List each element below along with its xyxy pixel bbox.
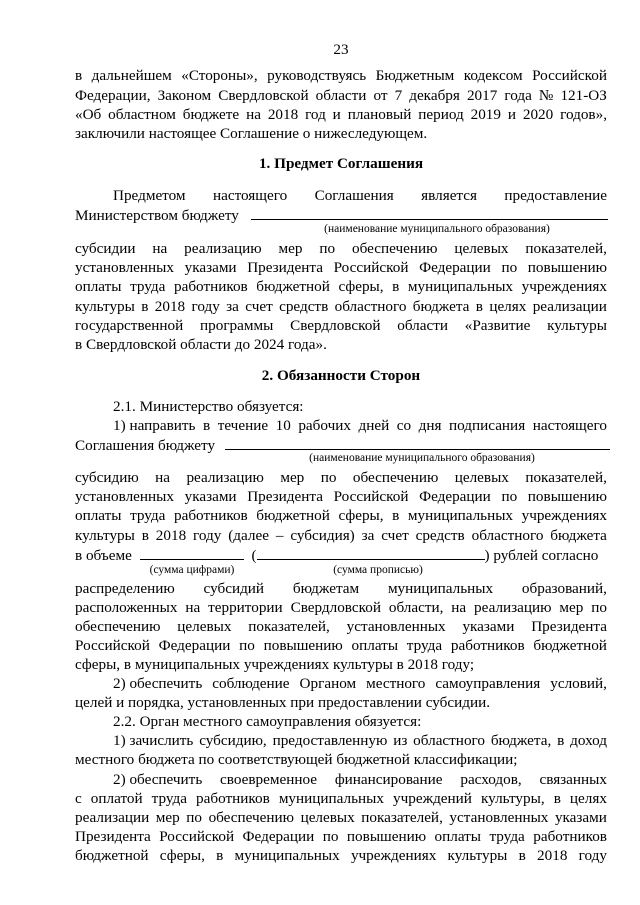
- word: показателей,: [525, 240, 607, 257]
- word: по: [186, 809, 203, 826]
- word: учреждениях: [521, 278, 607, 295]
- word: мер: [278, 240, 303, 257]
- word: указами: [184, 259, 237, 276]
- s1-line-6: [75, 297, 607, 317]
- s1-recipient-label: Министерством бюджету: [75, 207, 239, 224]
- word: установленных: [75, 488, 174, 505]
- p22-item2-line-1: [113, 770, 607, 790]
- open-paren: (: [251, 547, 257, 564]
- word: в: [216, 847, 224, 864]
- p21-item2-line-2: целей и порядка, установленных при предоставлении субсидии.: [75, 694, 491, 711]
- word: целевых: [454, 240, 509, 257]
- word: работников: [450, 637, 525, 654]
- word: областного: [413, 732, 485, 749]
- word: культуры: [75, 298, 135, 315]
- word: указами: [462, 618, 515, 635]
- word: области: [315, 87, 367, 104]
- word: повышению: [527, 259, 607, 276]
- word: субсидия): [290, 527, 355, 544]
- word: 1) направить: [113, 417, 196, 434]
- p21-item1-line-8: [75, 579, 607, 599]
- word: субсидию: [75, 469, 139, 486]
- word: на: [152, 240, 168, 257]
- word: и: [507, 106, 516, 123]
- word: рабочих: [298, 417, 351, 434]
- word: труда: [406, 637, 443, 654]
- word: культуры,: [480, 790, 545, 807]
- s1-line-1: [113, 186, 607, 206]
- word: предоставление: [504, 187, 607, 204]
- word: реализацию: [186, 469, 264, 486]
- word: области,: [388, 599, 444, 616]
- word: году: [578, 847, 607, 864]
- p21-blank-hint: (наименование муниципального образования): [309, 452, 535, 464]
- word: связанных: [539, 771, 607, 788]
- word: целевых: [454, 469, 509, 486]
- intro-line-2: [75, 86, 607, 106]
- word: на: [246, 106, 261, 123]
- word: на: [185, 599, 201, 616]
- word: целевых: [300, 809, 355, 826]
- word: 2018: [267, 106, 299, 123]
- word: Свердловской: [218, 87, 309, 104]
- word: на: [155, 469, 171, 486]
- word: оплатой: [90, 790, 143, 807]
- word: областном: [108, 106, 176, 123]
- word: из: [393, 732, 408, 749]
- s1-blank-hint: (наименование муниципального образования): [324, 223, 550, 235]
- word: Соглашения: [314, 187, 394, 204]
- word: бюджетной: [256, 278, 330, 295]
- word: оплаты: [434, 828, 482, 845]
- hint-amount-digits: (сумма цифрами): [149, 564, 235, 576]
- word: расходов,: [460, 771, 522, 788]
- word: 2) обеспечить: [113, 771, 203, 788]
- word: с: [75, 790, 82, 807]
- word: 2018: [155, 527, 187, 544]
- word: Российской: [532, 67, 607, 84]
- intro-line-3: [75, 105, 607, 125]
- word: распределению: [75, 580, 175, 597]
- s1-line-8: в Свердловской области до 2024 года».: [75, 336, 327, 353]
- word: дней: [358, 417, 390, 434]
- word: №: [538, 87, 554, 104]
- word: мер: [155, 809, 180, 826]
- municipality-name-blank-2[interactable]: [225, 435, 610, 450]
- word: мер: [280, 469, 305, 486]
- p21-item1-line-11: [75, 636, 607, 656]
- word: целях: [489, 298, 527, 315]
- word: областного: [471, 527, 544, 544]
- word: показателей,: [525, 469, 607, 486]
- word: целях: [569, 790, 607, 807]
- word: труда: [130, 278, 166, 295]
- word: 10: [275, 417, 291, 434]
- word: повышению: [263, 637, 343, 654]
- word: 2019: [470, 106, 501, 123]
- s1-line-7: [75, 316, 607, 336]
- word: Президента: [531, 618, 607, 635]
- word: Законом: [157, 87, 212, 104]
- word: бюджетной: [256, 507, 330, 524]
- word: повышению: [346, 828, 427, 845]
- word: показателей,: [361, 809, 443, 826]
- word: 1) зачислить: [113, 732, 194, 749]
- word: 2018: [154, 298, 186, 315]
- word: соблюдение: [212, 675, 290, 692]
- word: Президента: [247, 488, 323, 505]
- word: средств: [415, 527, 465, 544]
- p21-item1-line-6: [75, 526, 607, 546]
- word: бюджетной: [533, 637, 607, 654]
- word: реализации: [75, 809, 150, 826]
- p22-item2-line-4: [75, 827, 607, 847]
- word: Президента: [75, 828, 151, 845]
- word: Федерации: [419, 488, 491, 505]
- word: обеспечению: [208, 809, 295, 826]
- word: субсидию,: [199, 732, 267, 749]
- word: Свердловской: [290, 599, 381, 616]
- word: труда: [489, 828, 525, 845]
- word: Федерации,: [75, 87, 151, 104]
- word: местного: [366, 675, 426, 692]
- word: бюджета,: [490, 732, 552, 749]
- p21-item1-line-9: [75, 598, 607, 618]
- word: государственной: [75, 317, 184, 334]
- word: целевых: [177, 618, 232, 635]
- word: средств: [279, 298, 329, 315]
- word: установленных: [449, 809, 549, 826]
- p22-item1-line-2: местного бюджета по соответствующей бюджетной классификации;: [75, 751, 518, 768]
- word: территории: [208, 599, 283, 616]
- word: обеспечению: [351, 240, 438, 257]
- word: 2018: [537, 847, 568, 864]
- word: руководствуясь: [267, 67, 367, 84]
- word: в: [202, 417, 211, 434]
- word: указами: [554, 809, 607, 826]
- word: обеспечению: [352, 469, 439, 486]
- intro-line-4: заключили настоящее Соглашение о нижеследующем.: [75, 125, 428, 142]
- word: установленных: [75, 259, 174, 276]
- word: обеспечению: [75, 618, 161, 635]
- word: культуры: [447, 847, 508, 864]
- word: труда: [130, 507, 166, 524]
- word: программы: [200, 317, 274, 334]
- section-1-heading: 1. Предмет Соглашения: [258, 155, 424, 172]
- word: условий,: [550, 675, 607, 692]
- word: реализацию: [474, 599, 552, 616]
- word: Российской: [333, 488, 409, 505]
- word: году: [191, 298, 220, 315]
- municipality-name-blank[interactable]: [251, 205, 608, 220]
- word: в: [475, 298, 483, 315]
- word: работников: [173, 278, 248, 295]
- word: 7: [394, 87, 403, 104]
- word: реализации: [532, 298, 607, 315]
- word: доход: [570, 732, 607, 749]
- s1-line-4: [75, 258, 607, 278]
- word: субсидий: [203, 580, 265, 597]
- word: работников: [196, 790, 270, 807]
- word: году: [193, 527, 222, 544]
- word: финансирование: [334, 771, 443, 788]
- word: образований,: [521, 580, 607, 597]
- word: в: [557, 732, 565, 749]
- word: субсидии: [75, 240, 136, 257]
- word: подписания: [449, 417, 526, 434]
- amount-digits-blank[interactable]: [140, 545, 244, 560]
- word: от: [373, 87, 388, 104]
- word: указами: [184, 488, 237, 505]
- word: по: [591, 599, 607, 616]
- word: муниципальных: [278, 790, 384, 807]
- s1-line-5: [75, 277, 607, 297]
- word: предоставленную: [272, 732, 388, 749]
- word: учреждений: [393, 790, 472, 807]
- p22-item2-line-2: [75, 789, 607, 809]
- word: года: [504, 87, 532, 104]
- word: на: [451, 599, 467, 616]
- word: культуры: [547, 317, 607, 334]
- word: плановый: [347, 106, 412, 123]
- word: оплаты: [351, 637, 399, 654]
- word: установленных: [346, 618, 446, 635]
- word: течение: [217, 417, 269, 434]
- word: в: [518, 847, 526, 864]
- page-number: 23: [333, 41, 349, 58]
- p21-title: 2.1. Министерство обязуется:: [113, 398, 304, 415]
- amount-words-blank[interactable]: [257, 545, 485, 560]
- word: сферы,: [159, 847, 205, 864]
- word: в: [553, 790, 561, 807]
- word: Свердловской: [290, 317, 381, 334]
- word: работников: [173, 507, 248, 524]
- word: кодексом: [463, 67, 523, 84]
- word: настоящего: [212, 187, 288, 204]
- word: муниципальных: [407, 278, 514, 295]
- word: расположенных: [75, 599, 178, 616]
- p21-item1-line-3: [75, 468, 607, 488]
- word: по: [501, 488, 518, 505]
- p22-item2-line-5: [75, 846, 607, 866]
- word: муниципальных: [387, 580, 494, 597]
- word: в: [392, 507, 400, 524]
- p22-item1-line-1: [113, 731, 607, 751]
- p22-item2-line-3: [75, 808, 607, 828]
- amount-label: в объеме: [75, 547, 132, 564]
- word: «Стороны»,: [181, 67, 258, 84]
- word: и: [332, 106, 341, 123]
- word: 2017: [466, 87, 498, 104]
- hint-amount-words: (сумма прописью): [333, 564, 423, 576]
- word: счет: [245, 298, 273, 315]
- word: оплаты: [75, 278, 122, 295]
- word: бюджета: [412, 298, 470, 315]
- word: (далее: [228, 527, 269, 544]
- word: Президента: [247, 259, 323, 276]
- s1-line-3: [75, 239, 607, 259]
- amount-tail: ) рублей согласно: [484, 547, 599, 564]
- word: декабря: [409, 87, 460, 104]
- word: дальнейшем: [91, 67, 172, 84]
- word: бюджете: [182, 106, 240, 123]
- word: является: [421, 187, 477, 204]
- word: учреждениях: [350, 847, 437, 864]
- word: Предметом: [113, 187, 186, 204]
- p21-item2-line-1: [113, 674, 607, 694]
- p21-item1-line-5: [75, 506, 607, 526]
- word: Органом: [299, 675, 357, 692]
- word: Федерации: [419, 259, 491, 276]
- word: мер: [559, 599, 584, 616]
- word: по: [239, 637, 255, 654]
- word: сферы,: [338, 507, 384, 524]
- word: в: [392, 278, 400, 295]
- word: в: [141, 298, 149, 315]
- word: год: [305, 106, 326, 123]
- word: области: [397, 317, 448, 334]
- p21-item1-line-12: сферы, в муниципальных учреждениях культуры в 2018 году;: [75, 656, 475, 673]
- word: оплаты: [75, 507, 122, 524]
- word: период: [418, 106, 464, 123]
- word: реализацию: [184, 240, 262, 257]
- word: сферы,: [338, 278, 384, 295]
- word: счет: [381, 527, 409, 544]
- word: муниципальных: [407, 507, 514, 524]
- word: самоуправления: [435, 675, 541, 692]
- p21-recipient-label: Соглашения бюджету: [75, 437, 216, 454]
- word: по: [320, 469, 337, 486]
- word: Федерации: [242, 828, 315, 845]
- word: муниципальных: [234, 847, 340, 864]
- word: культуры: [75, 527, 135, 544]
- word: труда: [151, 790, 187, 807]
- word: работников: [533, 828, 607, 845]
- word: по: [322, 828, 339, 845]
- word: в: [141, 527, 149, 544]
- word: Бюджетным: [375, 67, 455, 84]
- word: 2020: [522, 106, 554, 123]
- word: бюджетам: [292, 580, 360, 597]
- word: 2) обеспечить: [113, 675, 203, 692]
- word: годов»,: [560, 106, 607, 123]
- word: «Развитие: [464, 317, 531, 334]
- intro-line-1: [75, 66, 607, 86]
- word: бюджетной: [75, 847, 149, 864]
- word: по: [501, 259, 518, 276]
- word: –: [275, 527, 284, 544]
- word: повышению: [527, 488, 607, 505]
- word: со: [396, 417, 412, 434]
- word: Российской: [333, 259, 409, 276]
- word: за: [226, 298, 239, 315]
- section-2-heading: 2. Обязанности Сторон: [261, 367, 421, 384]
- word: областного: [334, 298, 407, 315]
- word: бюджета: [550, 527, 607, 544]
- p22-title: 2.2. Орган местного самоуправления обязуется:: [113, 713, 422, 730]
- word: «Об: [75, 106, 102, 123]
- word: Российской: [75, 637, 150, 654]
- p21-item1-line-4: [75, 487, 607, 507]
- word: в: [75, 67, 83, 84]
- word: показателей,: [248, 618, 330, 635]
- word: за: [361, 527, 375, 544]
- p21-item1-line-10: [75, 617, 607, 637]
- word: Федерации: [158, 637, 231, 654]
- p21-item1-line-1: [113, 416, 607, 436]
- word: Российской: [159, 828, 235, 845]
- word: учреждениях: [521, 507, 607, 524]
- word: по: [319, 240, 336, 257]
- word: дня: [418, 417, 442, 434]
- word: своевременное: [220, 771, 318, 788]
- word: 121-ОЗ: [560, 87, 607, 104]
- word: настоящего: [532, 417, 607, 434]
